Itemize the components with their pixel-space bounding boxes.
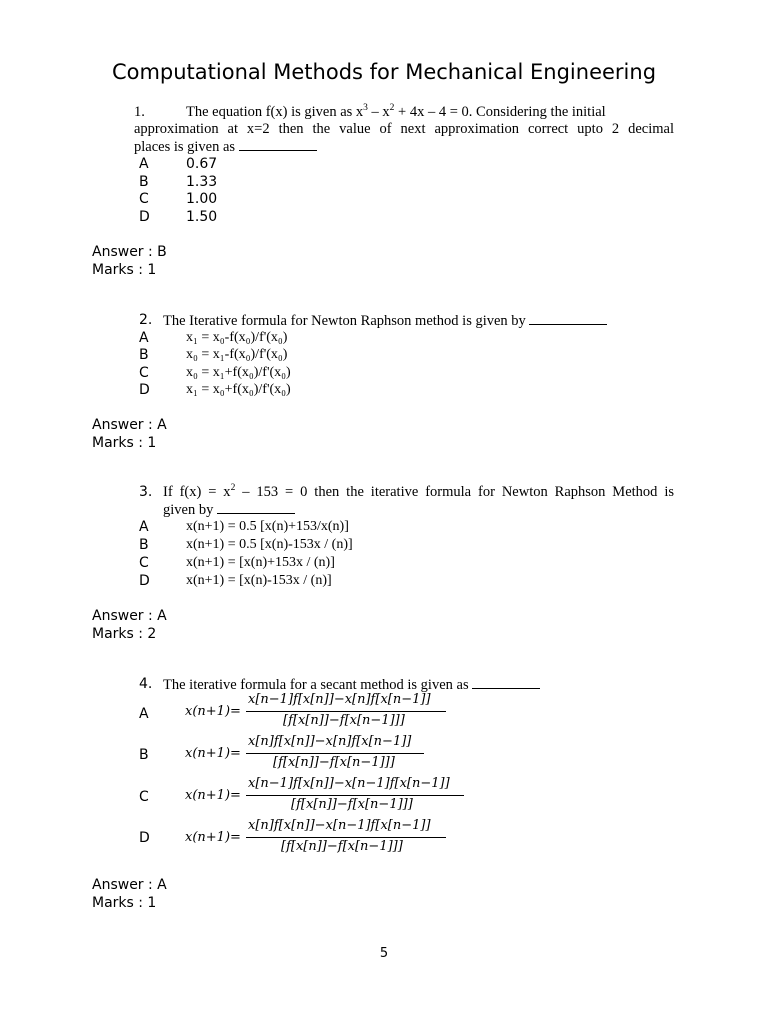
option-value: x₁ = x₀+f(x₀)/f'(x₀) bbox=[186, 382, 291, 397]
formula-lhs: x(n+1)= bbox=[185, 830, 241, 845]
question-text-line-2: approximation at x=2 then the value of next approximation correct upto 2 decimal bbox=[134, 121, 674, 137]
question-text-line-1: The equation f(x) is given as $x^3 - x^2 + 4x - 4 = 0$. Considering the initial bbox=[186, 103, 606, 120]
option-value: x(n+1) = 0.5 [x(n)-153x / (n)] bbox=[186, 537, 353, 552]
answer-blank bbox=[529, 312, 607, 325]
option-value: 1.33 bbox=[186, 174, 218, 190]
option-label: B bbox=[139, 174, 149, 190]
option-label: B bbox=[139, 347, 149, 363]
option-label: D bbox=[139, 382, 150, 398]
question-text-line-2: given by bbox=[163, 501, 295, 519]
option-label: A bbox=[139, 330, 149, 346]
marks-text: Marks : 1 bbox=[92, 895, 157, 911]
option-value: x₀ = x₁-f(x₀)/f'(x₀) bbox=[186, 347, 288, 362]
marks-text: Marks : 2 bbox=[92, 626, 157, 642]
fraction-bar bbox=[246, 753, 424, 754]
option-label: C bbox=[139, 191, 149, 207]
question-text: The Iterative formula for Newton Raphson method is given by bbox=[163, 312, 607, 330]
formula-lhs: x(n+1)= bbox=[185, 746, 241, 761]
option-label: B bbox=[139, 747, 149, 763]
question-text-line-3: places is given as bbox=[134, 138, 317, 156]
option-label: D bbox=[139, 573, 150, 589]
option-label: D bbox=[139, 830, 150, 846]
option-formula bbox=[185, 776, 475, 816]
option-value: x(n+1) = [x(n)-153x / (n)] bbox=[186, 573, 332, 588]
option-formula bbox=[185, 692, 475, 732]
option-label: D bbox=[139, 209, 150, 225]
fraction-bar bbox=[246, 711, 446, 712]
option-label: C bbox=[139, 789, 149, 805]
option-value: 1.00 bbox=[186, 191, 218, 207]
question-number: 3. bbox=[139, 484, 153, 500]
formula-denominator: [f[x[n]]−f[x[n−1]]] bbox=[273, 755, 395, 770]
option-formula bbox=[185, 734, 475, 774]
option-label: A bbox=[139, 519, 149, 535]
formula-numerator: x[n−1]f[x[n]]−x[n−1]f[x[n−1]] bbox=[248, 776, 450, 791]
formula-denominator: [f[x[n]]−f[x[n−1]]] bbox=[291, 797, 413, 812]
question-number: 1. bbox=[134, 104, 145, 120]
answer-blank bbox=[239, 138, 317, 151]
answer-text: Answer : B bbox=[92, 244, 167, 260]
option-label: C bbox=[139, 555, 149, 571]
answer-text: Answer : A bbox=[92, 608, 167, 624]
option-label: A bbox=[139, 156, 149, 172]
answer-blank bbox=[472, 676, 540, 689]
option-formula bbox=[185, 818, 475, 858]
question-text-line-1: If $f(x) = x^2 - 153 = 0$ then the iterative formula for Newton Raphson Method is bbox=[163, 483, 674, 500]
marks-text: Marks : 1 bbox=[92, 262, 157, 278]
option-label: C bbox=[139, 365, 149, 381]
option-value: x(n+1) = [x(n)+153x / (n)] bbox=[186, 555, 335, 570]
answer-text: Answer : A bbox=[92, 877, 167, 893]
option-value: 0.67 bbox=[186, 156, 218, 172]
formula-lhs: x(n+1)= bbox=[185, 704, 241, 719]
question-number: 4. bbox=[139, 676, 153, 692]
option-value: x(n+1) = 0.5 [x(n)+153/x(n)] bbox=[186, 519, 349, 534]
fraction-bar bbox=[246, 795, 464, 796]
answer-text: Answer : A bbox=[92, 417, 167, 433]
page-number: 5 bbox=[379, 946, 389, 961]
option-value: x₀ = x₁+f(x₀)/f'(x₀) bbox=[186, 365, 291, 380]
formula-numerator: x[n]f[x[n]]−x[n−1]f[x[n−1]] bbox=[248, 818, 431, 833]
formula-numerator: x[n−1]f[x[n]]−x[n]f[x[n−1]] bbox=[248, 692, 431, 707]
page-title: Computational Methods for Mechanical Engineering bbox=[111, 60, 657, 84]
option-label: B bbox=[139, 537, 149, 553]
option-value: 1.50 bbox=[186, 209, 218, 225]
answer-blank bbox=[217, 501, 295, 514]
formula-denominator: [f[x[n]]−f[x[n−1]]] bbox=[281, 839, 403, 854]
formula-denominator: [f[x[n]]−f[x[n−1]]] bbox=[283, 713, 405, 728]
option-value: x₁ = x₀-f(x₀)/f'(x₀) bbox=[186, 330, 288, 345]
option-label: A bbox=[139, 706, 149, 722]
fraction-bar bbox=[246, 837, 446, 838]
formula-numerator: x[n]f[x[n]]−x[n]f[x[n−1]] bbox=[248, 734, 412, 749]
formula-lhs: x(n+1)= bbox=[185, 788, 241, 803]
question-number: 2. bbox=[139, 312, 153, 328]
question-text: The iterative formula for a secant method is given as bbox=[163, 676, 540, 694]
marks-text: Marks : 1 bbox=[92, 435, 157, 451]
